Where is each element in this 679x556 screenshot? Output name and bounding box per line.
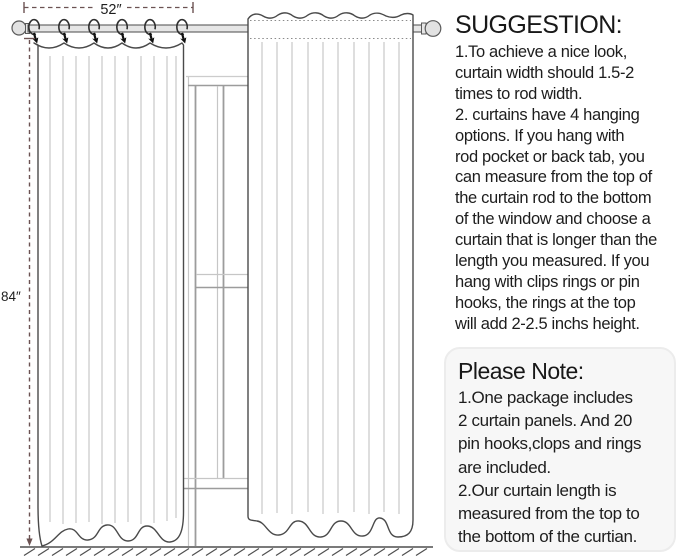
suggestion-line: hang with clips rings or pin — [455, 272, 640, 291]
please-note-body — [458, 386, 662, 548]
left-curtain-outline — [34, 43, 184, 546]
suggestion-line: the curtain rod to the bottom — [455, 189, 652, 208]
suggestion-line: will add 2-2.5 inchs height. — [455, 314, 640, 333]
note-line: are included. — [458, 457, 551, 477]
suggestion-line: options. If you hang with — [455, 126, 625, 145]
floor — [20, 547, 433, 556]
rod-width-dimension — [24, 2, 193, 18]
left-curtain-panel — [31, 32, 188, 546]
height-dimension-arrow-icon — [26, 539, 32, 547]
suggestion-section — [455, 10, 679, 335]
left-finial-ball-icon — [12, 21, 26, 35]
suggestion-line: curtain that is longer than the — [455, 231, 657, 250]
note-line: 2 curtain panels. And 20 — [458, 411, 633, 431]
right-curtain-outline — [248, 13, 413, 537]
suggestion-line: 1.To achieve a nice look, — [455, 43, 627, 61]
suggestion-line: of the window and choose a — [455, 210, 651, 229]
please-note-title: Please Note: — [458, 358, 584, 384]
note-line: 2.Our curtain length is — [458, 480, 617, 500]
suggestion-title: SUGGESTION: — [455, 11, 623, 39]
suggestion-line: hooks, the rings at the top — [455, 293, 636, 312]
suggestion-line: 2. curtains have 4 hanging — [455, 105, 640, 124]
suggestion-body — [455, 42, 679, 335]
floor-hatching — [24, 549, 427, 556]
right-curtain-panel — [248, 13, 413, 537]
window — [183, 76, 248, 546]
right-finial-ball-icon — [425, 21, 441, 37]
suggestion-line: curtain width should 1.5-2 — [455, 63, 634, 82]
clip-hooks — [31, 32, 188, 44]
rod-width-label: 52″ — [100, 2, 122, 18]
note-line: 1.One package includes — [458, 388, 633, 407]
note-line: the bottom of the curtian. — [458, 527, 637, 547]
note-line: pin hooks,clops and rings — [458, 434, 642, 454]
suggestion-line: can measure from the top of — [455, 168, 652, 187]
suggestion-line: rod pocket or back tab, you — [455, 147, 645, 166]
suggestion-line: length you measured. If you — [455, 252, 650, 271]
please-note-box — [444, 347, 676, 552]
note-line: measured from the top to — [458, 504, 640, 524]
curtain-height-label: 84″ — [1, 289, 21, 304]
suggestion-line: times to rod width. — [455, 84, 583, 103]
curtain-height-dimension — [1, 39, 35, 547]
